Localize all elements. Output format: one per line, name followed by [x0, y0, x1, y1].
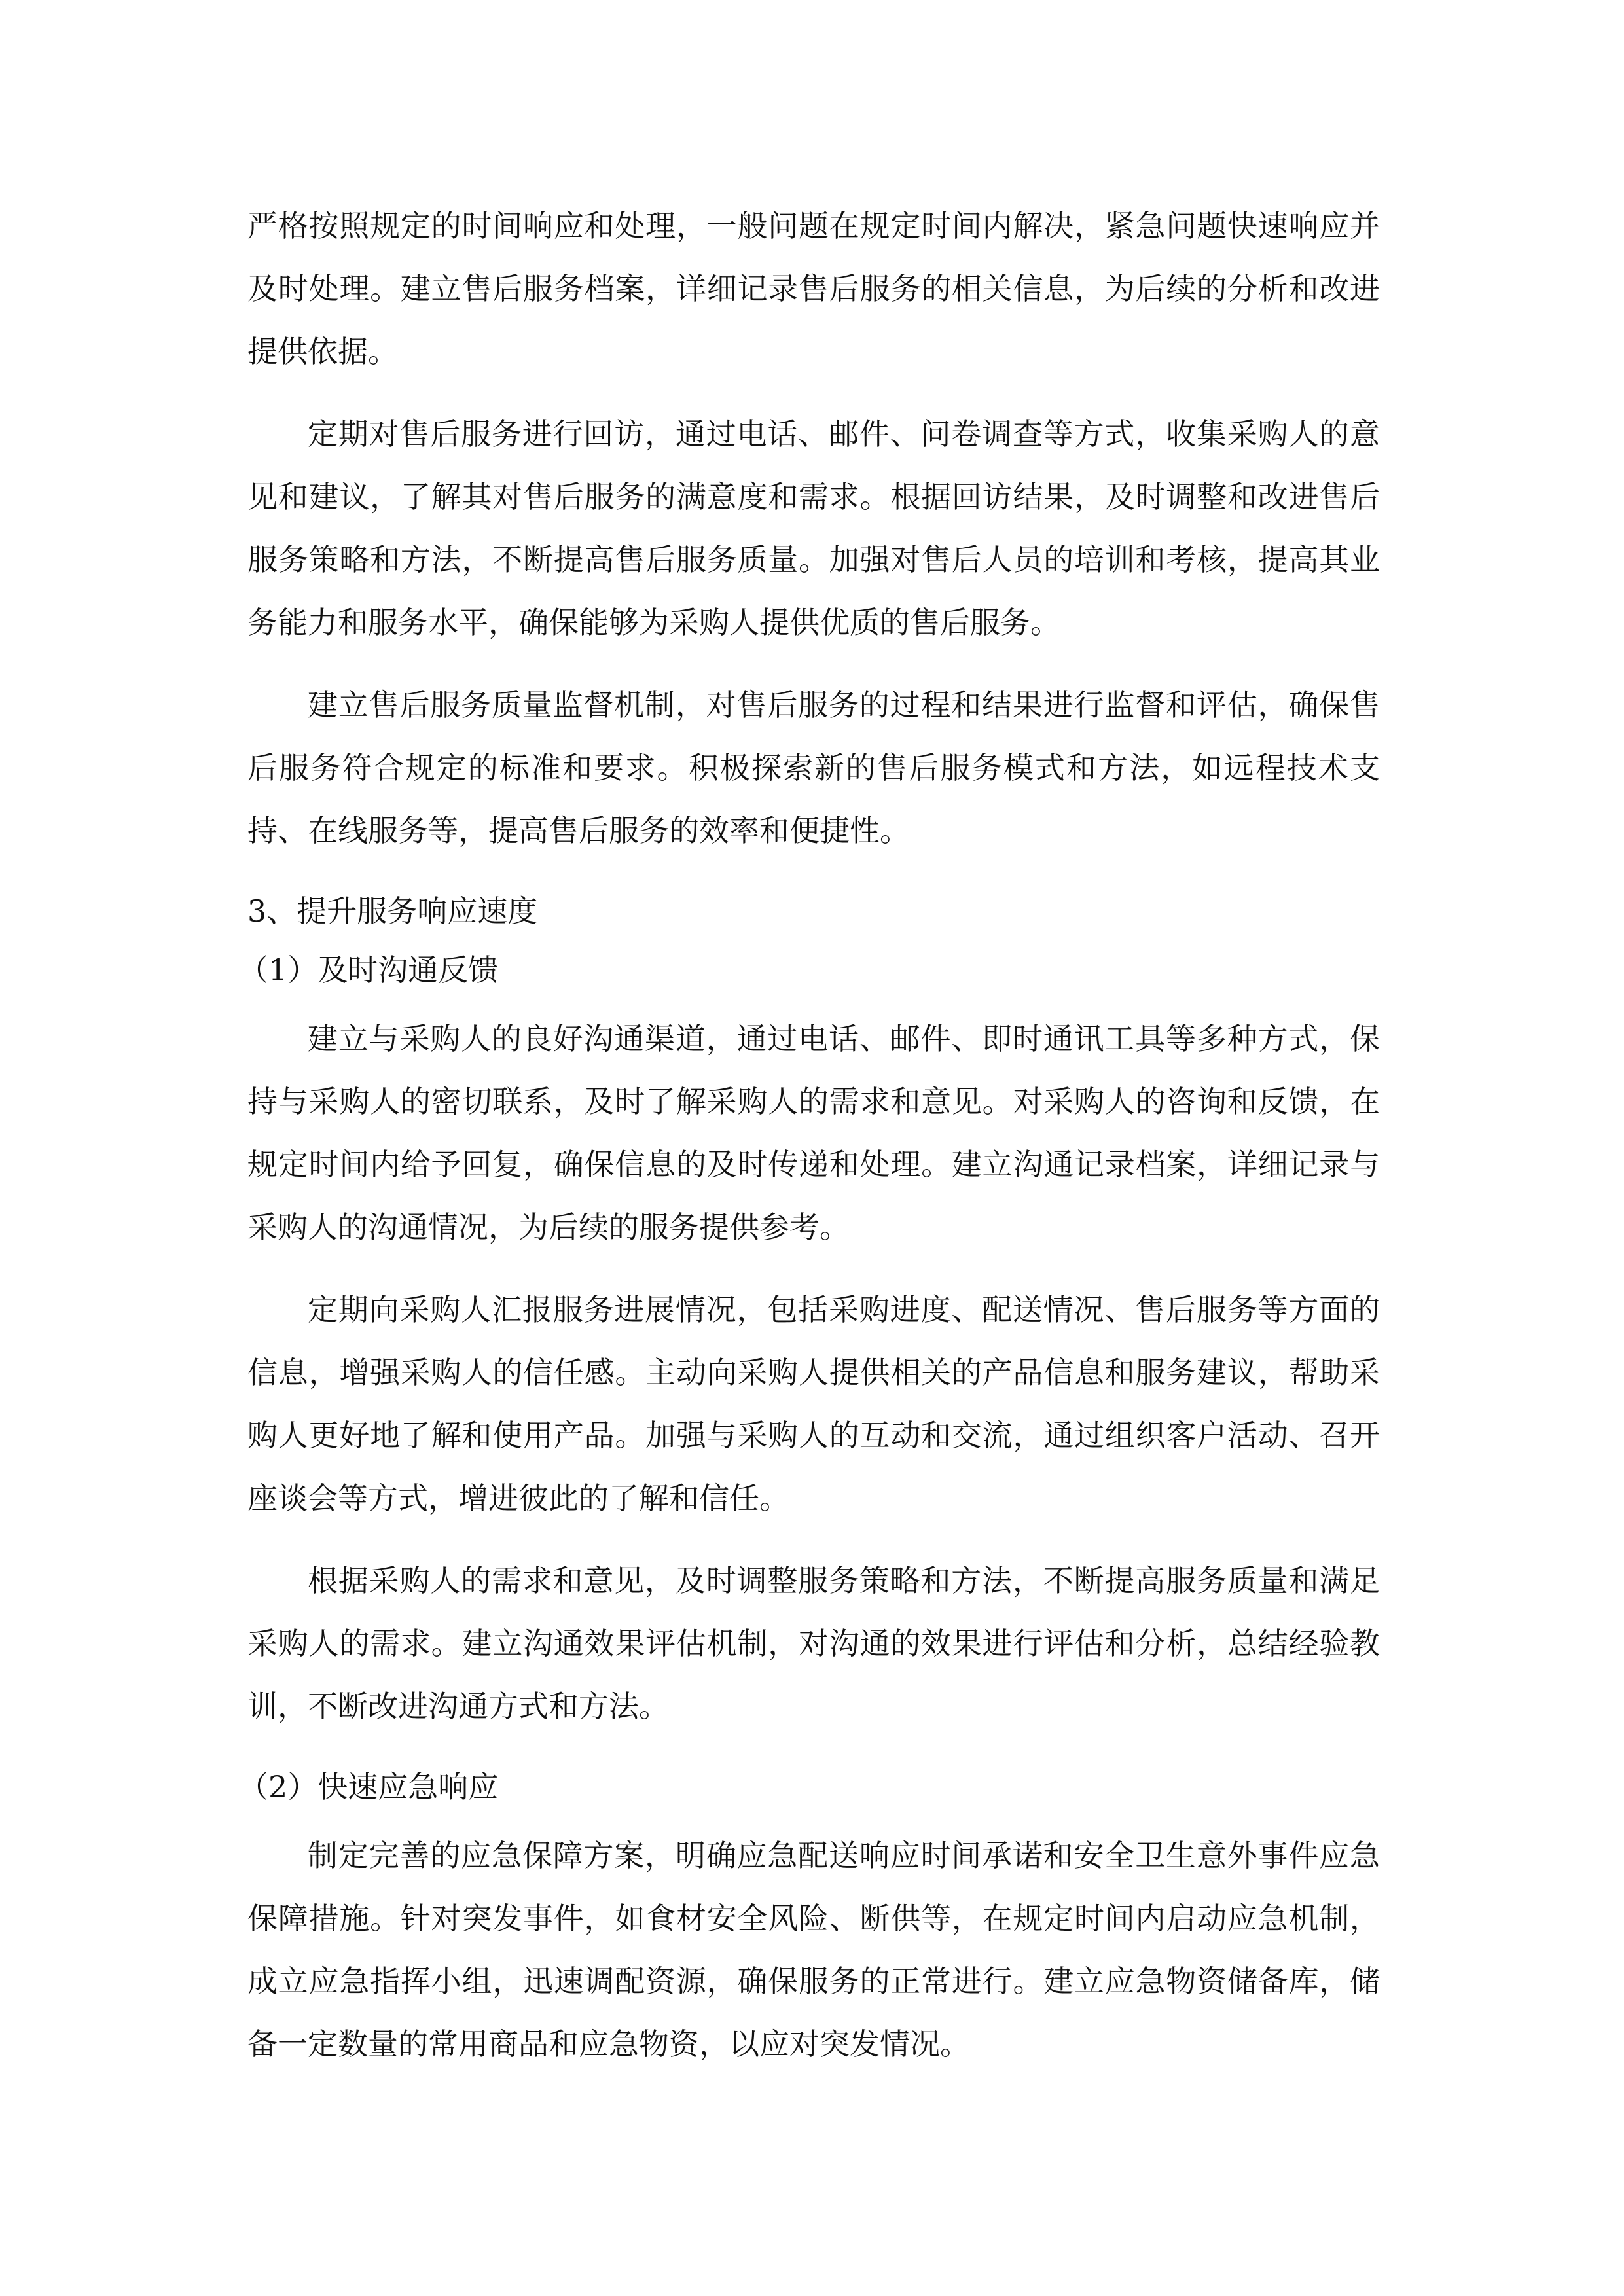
body-paragraph: 建立售后服务质量监督机制，对售后服务的过程和结果进行监督和评估，确保售后服务符合规定的标准和要求。积极探索新的售后服务模式和方法，如远程技术支持、在线服务等，提高售后服务的效率和便捷性。: [247, 687, 1380, 848]
body-paragraph: 制定完善的应急保障方案，明确应急配送响应时间承诺和安全卫生意外事件应急保障措施。针对突发事件，如食材安全风险、断供等，在规定时间内启动应急机制，成立应急指挥小组，迅速调配资源，确保服务的正常进行。建立应急物资储备库，储备一定数量的常用商品和应急物资，以应对突发情况。: [247, 1838, 1380, 2062]
body-paragraph: 定期向采购人汇报服务进展情况，包括采购进度、配送情况、售后服务等方面的信息，增强采购人的信任感。主动向采购人提供相关的产品信息和服务建议，帮助采购人更好地了解和使用产品。加强与采购人的互动和交流，通过组织客户活动、召开座谈会等方式，增进彼此的了解和信任。: [247, 1292, 1380, 1516]
body-paragraph: 建立与采购人的良好沟通渠道，通过电话、邮件、即时通讯工具等多种方式，保持与采购人的密切联系，及时了解采购人的需求和意见。对采购人的咨询和反馈，在规定时间内给予回复，确保信息的及时传递和处理。建立沟通记录档案，详细记录与采购人的沟通情况，为后续的服务提供参考。: [247, 1021, 1380, 1245]
body-paragraph: 定期对售后服务进行回访，通过电话、邮件、问卷调查等方式，收集采购人的意见和建议，了解其对售后服务的满意度和需求。根据回访结果，及时调整和改进售后服务策略和方法，不断提高售后服务质量。加强对售后人员的培训和考核，提高其业务能力和服务水平，确保能够为采购人提供优质的售后服务。: [247, 416, 1380, 640]
body-paragraph: 严格按照规定的时间响应和处理，一般问题在规定时间内解决，紧急问题快速响应并及时处理。建立售后服务档案，详细记录售后服务的相关信息，为后续的分析和改进提供依据。: [247, 208, 1380, 369]
subsection-heading: （2）快速应急响应: [238, 1769, 499, 1804]
section-heading: 3、提升服务响应速度: [247, 893, 538, 929]
body-paragraph: 根据采购人的需求和意见，及时调整服务策略和方法，不断提高服务质量和满足采购人的需求。建立沟通效果评估机制，对沟通的效果进行评估和分析，总结经验教训，不断改进沟通方式和方法。: [247, 1563, 1380, 1724]
subsection-heading: （1）及时沟通反馈: [238, 952, 499, 988]
document-body: [238, 194, 1380, 2095]
